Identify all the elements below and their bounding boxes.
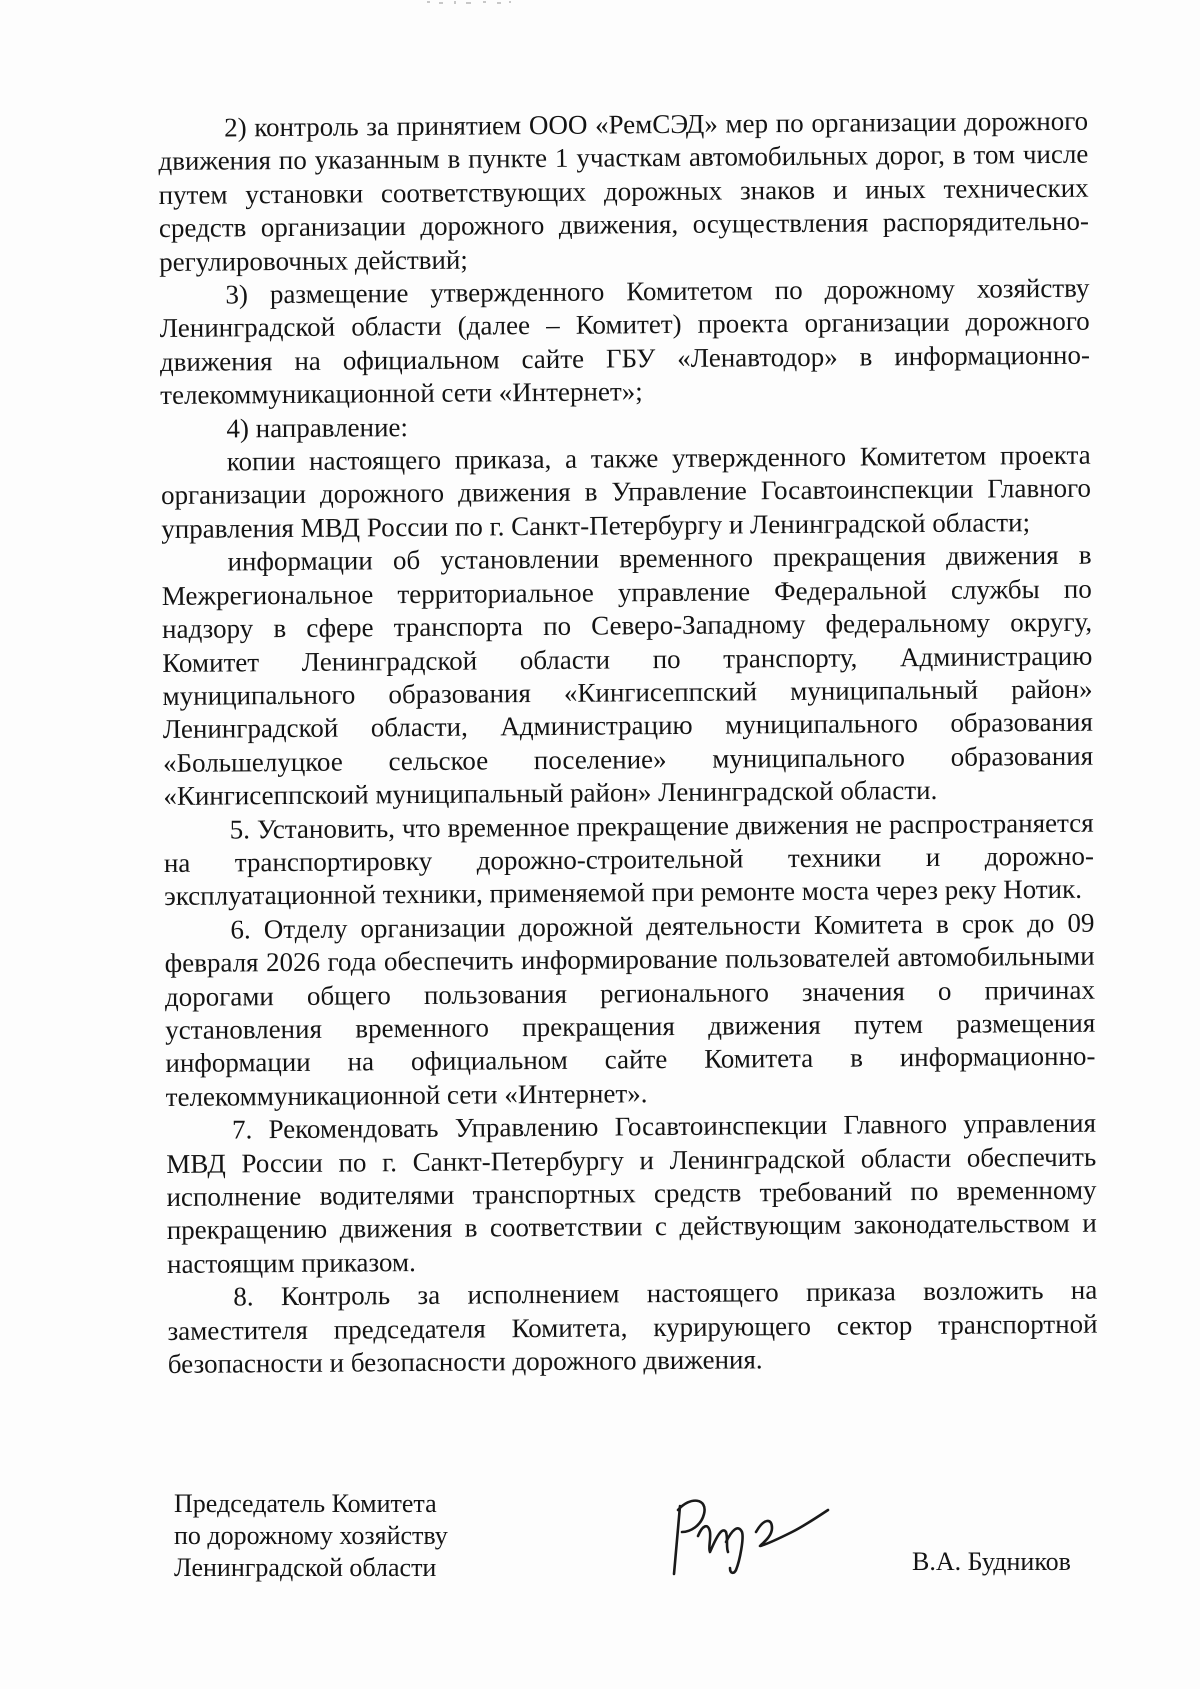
paragraph-item-4-information: информации об установлении временного прекращения движения в Межрегиональное территориальное управление Федеральной службы по надзору в сфере транспорта по Северо-Западному федеральному округу, Комитет Ленинградской области по транспорту, Администрацию муниципального образования «Кингисеппский муниципальный район» Ленинградской области, Администрацию муниципального образования «Большелуцкое сельское поселение» муниципального образования «Кингисеппскоий муниципальный район» Ленинградской области. bbox=[161, 539, 1094, 812]
signatory-title-line: Председатель Комитета bbox=[174, 1489, 437, 1518]
signatory-title bbox=[174, 1488, 448, 1584]
document-body bbox=[158, 105, 1098, 1382]
paragraph-clause-7: 7. Рекомендовать Управлению Госавтоинспекции Главного управления МВД России по г. Санкт-Петербургу и Ленинградской области обеспечить исполнение водителями транспортных средств требований по временному прекращению движения в соответствии с действующим законодательством и настоящим приказом. bbox=[166, 1107, 1097, 1279]
paragraph-clause-8: 8. Контроль за исполнением настоящего приказа возложить на заместителя председателя Комитета, курирующего сектор транспортной безопасности и безопасности дорожного движения. bbox=[167, 1274, 1098, 1379]
paragraph-item-4-copies: копии настоящего приказа, а также утвержденного Комитетом проекта организации дорожного движения в Управление Госавтоинспекции Главного управления МВД России по г. Санкт-Петербургу и Ленинградской области; bbox=[160, 439, 1092, 544]
paragraph-item-3: 3) размещение утвержденного Комитетом по дорожному хозяйству Ленинградской области (далее – Комитет) проекта организации дорожного движения на официальном сайте ГБУ «Ленавтодор» в информационно-телекоммуникационной сети «Интернет»; bbox=[159, 272, 1091, 411]
paragraph-clause-6: 6. Отделу организации дорожной деятельности Комитета в срок до 09 февраля 2026 года обеспечить информирование пользователей автомобильными дорогами общего пользования регионального значения о причинах установления временного прекращения движения путем размещения информации на официальном сайте Комитета в информационно-телекоммуникационной сети «Интернет». bbox=[164, 907, 1096, 1112]
signatory-title-line: Ленинградской области bbox=[174, 1553, 437, 1582]
paragraph-clause-5: 5. Установить, что временное прекращение движения не распространяется на транспортировку дорожно-строительной техники и дорожно-эксплуатационной техники, применяемой при ремонте моста через реку Нотик. bbox=[163, 807, 1094, 912]
signer-name: В.А. Будников bbox=[912, 1547, 1071, 1576]
paragraph-item-4: 4) направление: bbox=[226, 411, 409, 444]
paragraph-item-2: 2) контроль за принятием ООО «РемСЭД» мер по организации дорожного движения по указанным в пункте 1 участкам автомобильных дорог, в том числе путем установки соответствующих дорожных знаков и иных технических средств организации дорожного движения, осуществления распорядительно-регулировочных действий; bbox=[158, 105, 1090, 277]
handwritten-signature bbox=[668, 1488, 838, 1578]
signatory-title-line: по дорожному хозяйству bbox=[174, 1521, 448, 1550]
scan-artifact bbox=[425, 0, 515, 6]
